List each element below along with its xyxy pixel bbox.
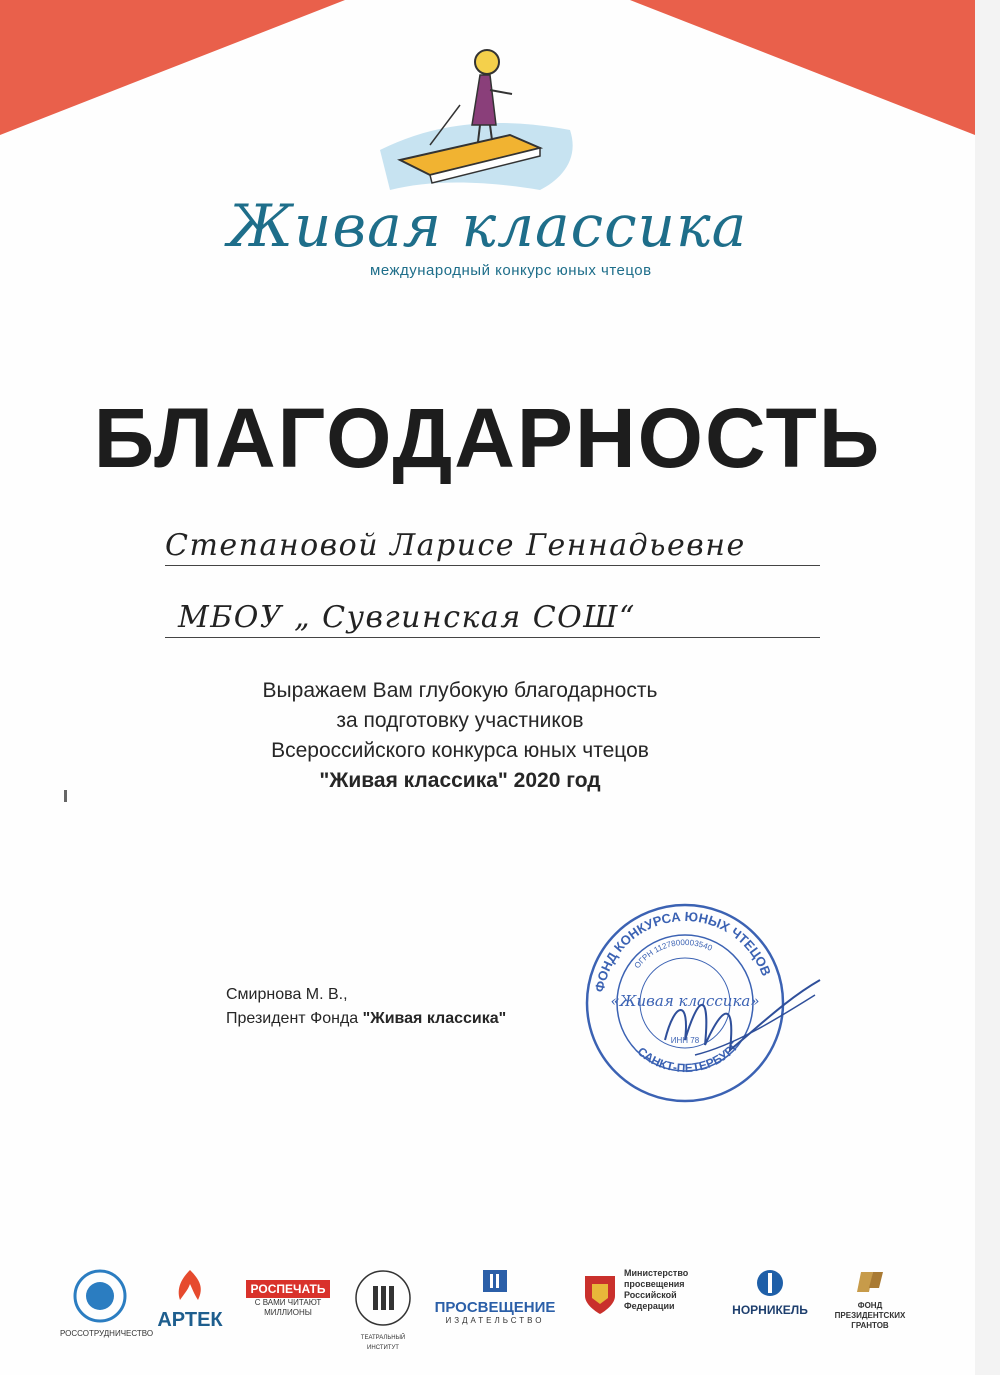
stamp-center-text: «Живая классика» [610,992,760,1010]
message-line: Выражаем Вам глубокую благодарность [262,679,658,702]
logo-title: Живая классика [227,192,748,260]
partner-tagline: С ВАМИ ЧИТАЮТ МИЛЛИОНЫ [254,1298,322,1317]
stamp-city: САНКТ-ПЕТЕРБУРГ [634,1038,742,1076]
gratitude-message [0,676,920,796]
partner-label: АРТЕК [157,1309,223,1331]
rospechat-icon: РОСПЕЧАТЬ [246,1280,331,1298]
partner-label: ФОНД ПРЕЗИДЕНТСКИХ ГРАНТОВ [834,1301,906,1330]
scan-edge [975,0,1000,1375]
recipient-organization-line [165,637,820,638]
partner-rospechat [238,1280,338,1318]
signer-name: Смирнова М. В., [226,986,348,1003]
rossotrudnichestvo-icon [72,1268,128,1324]
signer-block [226,983,506,1031]
partner-artek [150,1268,230,1332]
partner-label: РОССОТРУДНИЧЕСТВО [60,1329,154,1338]
certificate-heading: БЛАГОДАРНОСТЬ [93,391,882,485]
message-project-line: "Живая классика" 2020 год [319,769,601,792]
signer-role [226,1007,506,1031]
corner-right-decoration [630,0,975,140]
artek-flame-icon [170,1268,210,1304]
partner-theatre-institute [350,1268,416,1353]
message-line: за подготовку участников [336,709,584,732]
signature-mark [645,960,825,1080]
partner-label: ТЕАТРАЛЬНЫЙ ИНСТИТУТ [360,1335,406,1351]
recipient-organization: МБОУ „ Сувгинская СОШ“ [178,600,636,635]
partner-ministry [580,1268,730,1316]
partner-rossotrudnichestvo [60,1268,154,1339]
signer-role-prefix: Президент Фонда [226,1010,363,1027]
stamp-ogrn: ОГРН 1127800003540 [632,937,714,971]
coat-of-arms-icon [580,1268,620,1316]
signer-role-org: "Живая классика" [362,1010,507,1027]
logo-subtitle: международный конкурс юных чтецов [370,262,652,279]
recipient-name-line [165,565,820,566]
message-line: Всероссийского конкурса юных чтецов [271,739,649,762]
presidential-grants-icon [855,1268,885,1296]
scan-mark [64,790,67,802]
stamp-inn: ИНН 78 [670,1036,700,1045]
partner-presidential-grants [825,1268,915,1331]
recipient-name: Степановой Ларисе Геннадьевне [165,528,746,563]
partner-tagline: ИЗДАТЕЛЬСТВО [445,1316,545,1325]
nornickel-icon [752,1268,788,1298]
corner-left-decoration [0,0,345,140]
partner-label: НОРНИКЕЛЬ [732,1303,808,1317]
child-on-book-icon [340,30,600,210]
theatre-institute-icon [353,1268,413,1328]
partner-prosveshchenie [430,1268,560,1326]
partner-label: ПРОСВЕЩЕНИЕ [434,1299,556,1316]
prosveshchenie-icon [480,1268,510,1294]
stamp-outer-text: ФОНД КОНКУРСА ЮНЫХ ЧТЕЦОВ [591,908,775,994]
partner-logos [60,1268,920,1358]
partner-label: Министерство просвещения Российской Федерации [624,1268,689,1311]
partner-nornickel [725,1268,815,1317]
